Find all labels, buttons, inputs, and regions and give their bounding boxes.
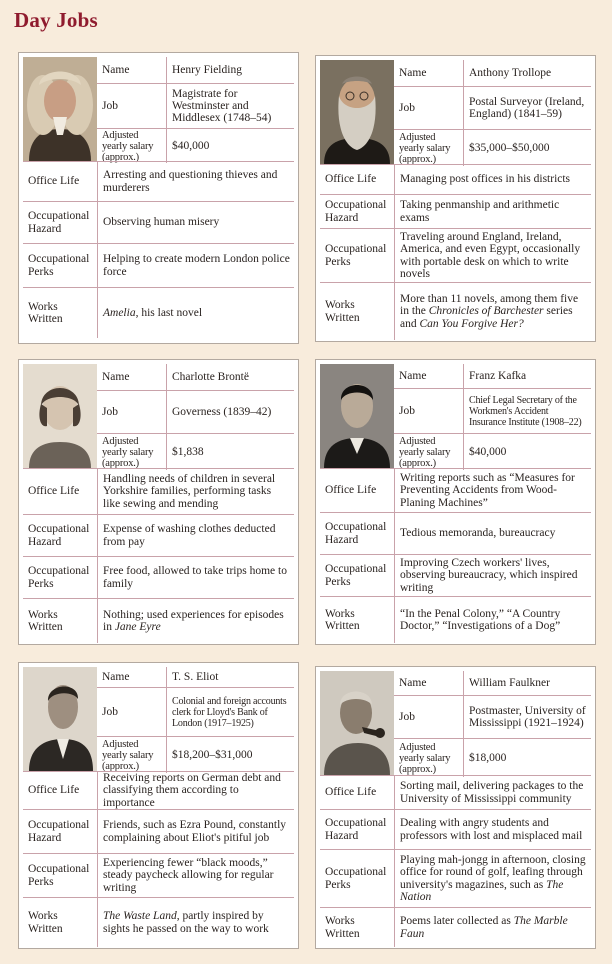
- hazard-value: Taking penmanship and arithmetic exams: [394, 195, 591, 228]
- perks-value: Free food, allowed to take trips home to family: [97, 557, 294, 598]
- card-franz-kafka: [315, 359, 596, 645]
- job-value: Chief Legal Secretary of the Workmen's Accident Insurance Institute (1908–22): [469, 394, 582, 428]
- works-label: Works Written: [28, 910, 63, 935]
- portrait-ts-eliot: [23, 667, 97, 771]
- office-life-label: Office Life: [28, 784, 80, 797]
- salary-value: $35,000–$50,000: [469, 142, 550, 154]
- works-text: , partly inspired by sights he passed on the way to work: [103, 910, 269, 935]
- salary-value: $18,200–$31,000: [172, 749, 253, 761]
- perks-label: Occupational Perks: [28, 253, 90, 278]
- office-life-label: Office Life: [325, 786, 377, 799]
- office-life-value: Writing reports such as “Measures for Preventing Accidents from Wood-Planing Machines”: [394, 469, 591, 512]
- works-value: [394, 283, 591, 340]
- salary-label: Adjusted yearly salary (approx.): [394, 130, 464, 166]
- perks-value: [394, 850, 591, 907]
- card-charlotte-bronte: [18, 359, 299, 645]
- office-life-value: Receiving reports on German debt and classifying them according to importance: [97, 772, 294, 809]
- works-label: Works Written: [325, 915, 360, 940]
- name-label: Name: [97, 364, 167, 390]
- job-label: Job: [394, 389, 464, 433]
- portrait-william-faulkner: [320, 671, 394, 775]
- name-value: Anthony Trollope: [469, 67, 552, 79]
- works-value: “In the Penal Colony,” “A Country Doctor,” “Investigations of a Dog”: [394, 597, 591, 643]
- salary-value: $40,000: [172, 140, 210, 152]
- works-text-2: series and: [400, 305, 573, 330]
- salary-label: Adjusted yearly salary (approx.): [97, 434, 167, 470]
- card-ts-eliot: [18, 662, 299, 949]
- works-title: The Waste Land: [103, 910, 177, 922]
- name-label: Name: [394, 364, 464, 388]
- name-value: Charlotte Brontë: [172, 371, 249, 383]
- salary-value: $40,000: [469, 446, 507, 458]
- salary-value: $1,838: [172, 446, 204, 458]
- name-value: William Faulkner: [469, 677, 550, 689]
- name-label: Name: [97, 57, 167, 83]
- salary-label: Adjusted yearly salary (approx.): [97, 737, 167, 773]
- salary-label: Adjusted yearly salary (approx.): [394, 739, 464, 777]
- works-label: Works Written: [325, 607, 360, 632]
- job-label: Job: [394, 696, 464, 738]
- name-value: Henry Fielding: [172, 64, 242, 76]
- works-label: Works Written: [28, 300, 63, 325]
- office-life-value: Sorting mail, delivering packages to the University of Mississippi community: [394, 776, 591, 809]
- hazard-label: Occupational Hazard: [28, 523, 90, 548]
- perks-label: Occupational Perks: [325, 243, 387, 268]
- perks-title: The Nation: [400, 878, 564, 903]
- page-title: Day Jobs: [14, 8, 98, 32]
- hazard-label: Occupational Hazard: [325, 521, 387, 546]
- hazard-label: Occupational Hazard: [325, 817, 387, 842]
- card-anthony-trollope: [315, 55, 596, 342]
- office-life-value: Managing post offices in his districts: [394, 165, 591, 194]
- works-title: Jane Eyre: [114, 621, 161, 633]
- office-life-value: Handling needs of children in several Yorkshire families, performing tasks like sewing and mending: [97, 469, 294, 514]
- hazard-value: Expense of washing clothes deducted from pay: [97, 515, 294, 556]
- hazard-value: Friends, such as Ezra Pound, constantly complaining about Eliot's pitiful job: [97, 810, 294, 853]
- salary-value: $18,000: [469, 752, 507, 764]
- perks-text: Playing mah-jongg in afternoon, closing office for round of golf, leafing through university's magazines, such as: [400, 853, 586, 891]
- perks-value: Experiencing fewer “black moods,” steady paycheck allowing for regular writing: [97, 854, 294, 897]
- card-henry-fielding: [18, 52, 299, 344]
- hazard-value: Observing human misery: [97, 202, 294, 243]
- works-title-2: Can You Forgive Her?: [419, 317, 524, 330]
- name-value: Franz Kafka: [469, 370, 527, 382]
- works-title: The Marble Faun: [400, 915, 568, 940]
- job-label: Job: [394, 87, 464, 129]
- works-text: Nothing; used experiences for episodes in: [103, 608, 284, 633]
- works-text: Poems later collected as: [400, 915, 514, 927]
- office-life-label: Office Life: [325, 173, 377, 186]
- works-title: Chronicles of Barchester: [428, 305, 544, 318]
- name-label: Name: [394, 60, 464, 86]
- hazard-label: Occupational Hazard: [28, 210, 90, 235]
- works-label: Works Written: [28, 608, 63, 633]
- name-label: Name: [97, 667, 167, 687]
- card-william-faulkner: [315, 666, 596, 949]
- portrait-anthony-trollope: [320, 60, 394, 164]
- name-label: Name: [394, 671, 464, 695]
- office-life-label: Office Life: [325, 484, 377, 497]
- portrait-henry-fielding: [23, 57, 97, 161]
- job-value: Postal Surveyor (Ireland, England) (1841–59): [469, 96, 585, 120]
- perks-value: Helping to create modern London police force: [97, 244, 294, 287]
- works-value: [394, 908, 591, 947]
- works-title: Amelia: [103, 306, 136, 319]
- job-label: Job: [97, 84, 167, 128]
- job-value: Postmaster, University of Mississippi (1921–1924): [469, 705, 586, 729]
- office-life-label: Office Life: [28, 175, 80, 188]
- perks-label: Occupational Perks: [28, 565, 90, 590]
- works-value: [97, 599, 294, 643]
- works-text: More than 11 novels, among them five in the: [400, 292, 579, 318]
- job-value: Magistrate for Westminster and Middlesex (1748–54): [172, 88, 272, 124]
- office-life-value: Arresting and questioning thieves and murderers: [97, 162, 294, 201]
- works-value: [97, 898, 294, 947]
- portrait-franz-kafka: [320, 364, 394, 468]
- works-text: , his last novel: [135, 306, 203, 319]
- hazard-label: Occupational Hazard: [325, 199, 387, 224]
- perks-label: Occupational Perks: [325, 866, 387, 891]
- job-value: Governess (1839–42): [172, 406, 272, 418]
- perks-value: Traveling around England, Ireland, America, and even Egypt, occasionally with portable desk on which to write novels: [394, 229, 591, 282]
- salary-label: Adjusted yearly salary (approx.): [97, 129, 167, 163]
- office-life-label: Office Life: [28, 485, 80, 498]
- portrait-charlotte-bronte: [23, 364, 97, 468]
- perks-label: Occupational Perks: [325, 563, 387, 588]
- salary-label: Adjusted yearly salary (approx.): [394, 434, 464, 470]
- hazard-value: Tedious memoranda, bureaucracy: [394, 513, 591, 554]
- job-label: Job: [97, 391, 167, 433]
- works-value: [97, 288, 294, 338]
- works-label: Works Written: [325, 299, 360, 324]
- hazard-value: Dealing with angry students and professors with lost and misplaced mail: [394, 810, 591, 849]
- perks-value: Improving Czech workers' lives, observing bureaucracy, which inspired writing: [394, 555, 591, 596]
- hazard-label: Occupational Hazard: [28, 819, 90, 844]
- job-label: Job: [97, 688, 167, 736]
- job-value: Colonial and foreign accounts clerk for Lloyd's Bank of London (1917–1925): [172, 695, 287, 729]
- name-value: T. S. Eliot: [172, 671, 219, 683]
- perks-label: Occupational Perks: [28, 863, 90, 888]
